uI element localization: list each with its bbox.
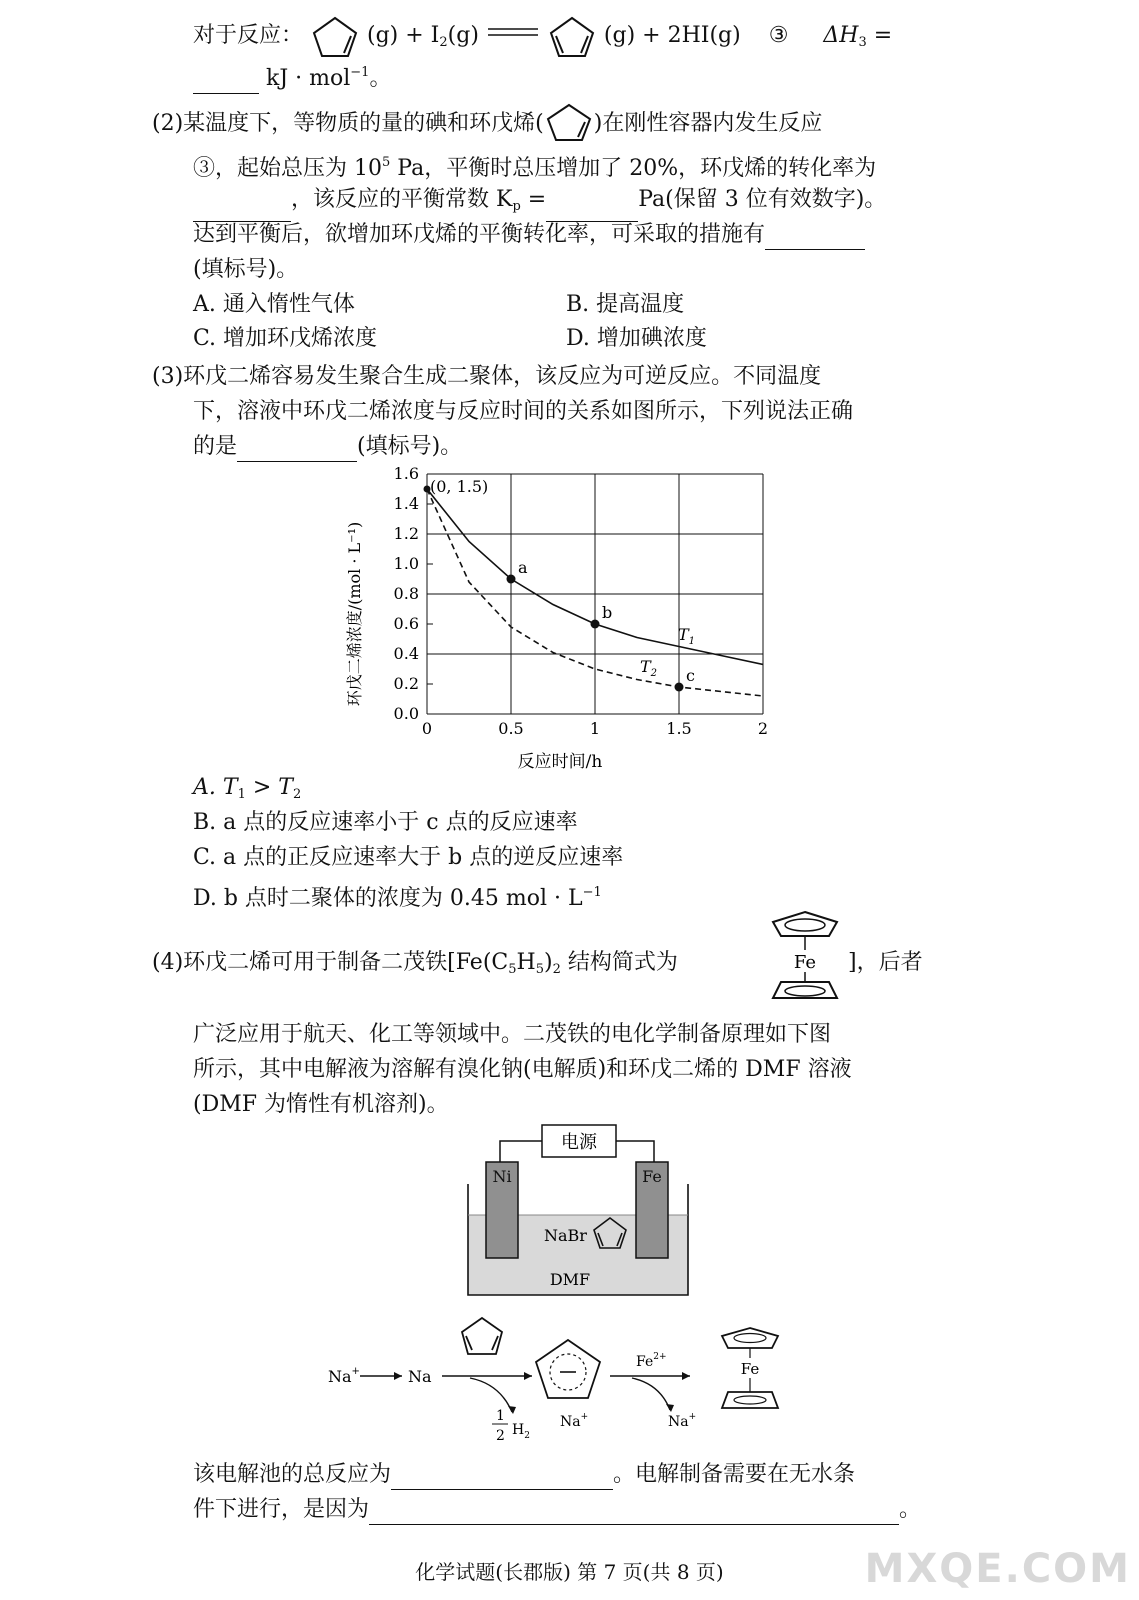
x-tick-label: 0.5 [498, 719, 524, 738]
y-tick-label: 1.0 [393, 554, 419, 573]
point-b [591, 620, 600, 629]
opt-a-sub1: 1 [237, 787, 246, 802]
half-num: 1 [496, 1408, 505, 1424]
q2-option-a[interactable]: A. 通入惰性气体 [193, 292, 355, 317]
y-tick-label: 0.6 [393, 614, 419, 633]
fe-electrode-label: Fe [642, 1167, 662, 1186]
q2-option-b[interactable]: B. 提高温度 [566, 292, 685, 317]
x-tick-label: 1.5 [666, 719, 692, 738]
t1-label: $T_1$ [678, 625, 696, 647]
q3-option-b[interactable]: B. a 点的反应速率小于 c 点的反应速率 [193, 810, 578, 835]
point-c [675, 683, 684, 692]
q4-l1c: ) [544, 950, 553, 975]
ferrocene-fe-scheme: Fe [740, 1360, 760, 1378]
y-tick-label: 0.2 [393, 674, 419, 693]
start-point-annotation: (0, 1.5) [430, 477, 489, 496]
answer-blank-q3[interactable] [237, 439, 357, 462]
q4-s2: 5 [535, 962, 544, 977]
q4-l1a: (4)环戊二烯可用于制备二茂铁[Fe(C [152, 950, 509, 975]
q2-line4 [193, 220, 865, 250]
ni-electrode-label: Ni [492, 1167, 512, 1186]
q2-line3 [193, 185, 886, 222]
q2-l2-sup: 5 [382, 155, 391, 170]
q2-text-b: )在刚性容器内发生反应 [593, 111, 823, 136]
svg-text:Fe2+: $Fe^{2+}$ [636, 1352, 667, 1370]
q3-l3b: (填标号)。 [357, 434, 463, 459]
svg-text:H2: $H_2$ [512, 1422, 530, 1441]
q4-line3: 所示，其中电解液为溶解有溴化钠(电解质)和环戊二烯的 DMF 溶液 [193, 1057, 852, 1082]
unit-line [193, 58, 391, 94]
delta-h: ΔH [823, 23, 859, 48]
opt-a-sub2: 2 [292, 787, 302, 802]
q2-option-c[interactable]: C. 增加环戊烯浓度 [193, 326, 378, 351]
answer-blank-overall[interactable] [391, 1467, 613, 1490]
y-tick-label: 0.4 [393, 644, 419, 663]
chart-ticks [394, 464, 769, 738]
q5-line2 [193, 1495, 921, 1525]
q3-l3a: 的是 [193, 434, 238, 459]
point-label-c: c [686, 666, 695, 685]
q3-line1: (3)环戊二烯容易发生聚合生成二聚体，该反应为可逆反应。不同温度 [152, 364, 822, 389]
q2-l3c: Pa(保留 3 位有效数字)。 [638, 187, 887, 212]
ferrocene-fe-label: Fe [793, 952, 817, 973]
reactant-state: (g) + I [367, 23, 440, 48]
cyclopentadiene-structure [547, 14, 597, 58]
opt-a-text1: A. T [193, 775, 238, 800]
electrolysis-cell [460, 1120, 700, 1305]
y-tick-label: 0.0 [393, 704, 419, 723]
unit-sup: −1 [350, 65, 370, 80]
equals-arrow [486, 25, 540, 39]
nabr-label: NaBr [544, 1226, 587, 1245]
unit: kJ · mol [266, 66, 351, 91]
q2-l4: 达到平衡后，欲增加环戊烯的平衡转化率，可采取的措施有 [193, 222, 766, 247]
answer-blank-dh[interactable] [193, 71, 259, 94]
answer-blank-reason[interactable] [369, 1502, 899, 1525]
svg-text:Na+: Na+ [560, 1412, 589, 1430]
product-state: (g) + 2HI(g) [603, 23, 741, 48]
ferrocene-structure [765, 908, 845, 1008]
q2-l2a: ③，起始总压为 10 [193, 156, 382, 181]
watermark: MXQE.COM [864, 1546, 1131, 1592]
q3-line2: 下，溶液中环戊二烯浓度与反应时间的关系如图所示，下列说法正确 [193, 399, 854, 424]
point-a [507, 575, 516, 584]
y-tick-label: 1.2 [393, 524, 419, 543]
point-label-a: a [518, 558, 528, 577]
half-den: 2 [496, 1428, 505, 1444]
q5-l2b: 。 [899, 1497, 922, 1522]
y-tick-label: 1.6 [393, 464, 419, 483]
na-label: Na [408, 1367, 432, 1386]
point-label-b: b [602, 603, 613, 622]
x-tick-label: 2 [757, 719, 769, 738]
q4-l1e: ]，后者 [848, 950, 923, 975]
x-tick-label: 1 [589, 719, 601, 738]
power-label: 电源 [561, 1132, 597, 1153]
q4-s1: 5 [508, 962, 517, 977]
iodine-subscript: 2 [439, 35, 448, 50]
answer-blank-measures[interactable] [765, 227, 865, 250]
q2-l3b: = [520, 187, 547, 212]
q4-l1d: 结构简式为 [560, 950, 678, 975]
q3-option-a[interactable] [193, 773, 301, 810]
opt-d-text: D. b 点时二聚体的浓度为 0.45 mol · L [193, 886, 583, 911]
t2-label: $T_2$ [640, 657, 658, 679]
q2-l2b: Pa，平衡时总压增加了 20%，环戊烯的转化率为 [390, 156, 877, 181]
cyclopentene-structure [310, 14, 360, 58]
iodine-state: (g) [447, 23, 479, 48]
y-axis-label: 环戊二烯浓度/(mol · L⁻¹) [345, 521, 364, 707]
q4-line2: 广泛应用于航天、化工等领域中。二茂铁的电化学制备原理如下图 [193, 1022, 832, 1047]
page-footer: 化学试题(长郡版) 第 7 页(共 8 页) [415, 1560, 724, 1584]
equals: = [866, 23, 893, 48]
q2-l3a: ，该反应的平衡常数 K [291, 187, 513, 212]
chart-grid [427, 474, 763, 714]
q5-l1a: 该电解池的总反应为 [193, 1462, 392, 1487]
q2-l3-sub: p [512, 199, 521, 214]
q2-line2 [193, 148, 876, 184]
q3-line3 [193, 432, 462, 462]
dmf-label: DMF [549, 1270, 591, 1289]
q4-l1b: H [516, 950, 536, 975]
q4-line1 [152, 948, 678, 985]
y-tick-label: 0.8 [393, 584, 419, 603]
q3-option-d[interactable] [193, 878, 602, 914]
q4-s3: 2 [552, 962, 561, 977]
q4-line4: (DMF 为惰性有机溶剂)。 [193, 1092, 449, 1117]
reaction-line [193, 14, 892, 58]
q3-option-c[interactable]: C. a 点的正反应速率大于 b 点的逆反应速率 [193, 845, 624, 870]
reaction-prefix: 对于反应： [193, 23, 304, 48]
opt-a-text2: > T [245, 775, 293, 800]
answer-blank-conversion[interactable] [193, 199, 291, 222]
svg-text:Na+: Na+ [668, 1412, 697, 1430]
opt-d-sup: −1 [582, 885, 602, 900]
x-axis-label: 反应时间/h [517, 752, 603, 772]
q2-option-d[interactable]: D. 增加碘浓度 [566, 326, 707, 351]
q5-l2a: 件下进行，是因为 [193, 1497, 370, 1522]
cyclopentene-structure-2 [544, 102, 594, 142]
x-tick-label: 0 [421, 719, 433, 738]
svg-text:Na+: Na+ [328, 1366, 360, 1386]
period: 。 [369, 66, 392, 91]
y-tick-label: 1.4 [393, 494, 419, 513]
q2-line5: (填标号)。 [193, 257, 299, 282]
reaction-scheme [320, 1310, 800, 1460]
answer-blank-kp[interactable] [546, 199, 638, 222]
q5-l1b: 。电解制备需要在无水条 [613, 1462, 856, 1487]
delta-h-subscript: 3 [858, 35, 867, 50]
chart-points [424, 486, 696, 692]
q2-line1 [152, 102, 822, 142]
concentration-chart [330, 464, 850, 774]
q2-text-a: (2)某温度下，等物质的量的碘和环戊烯( [152, 111, 544, 136]
q5-line1 [193, 1460, 855, 1490]
reaction-number: ③ [768, 23, 789, 48]
